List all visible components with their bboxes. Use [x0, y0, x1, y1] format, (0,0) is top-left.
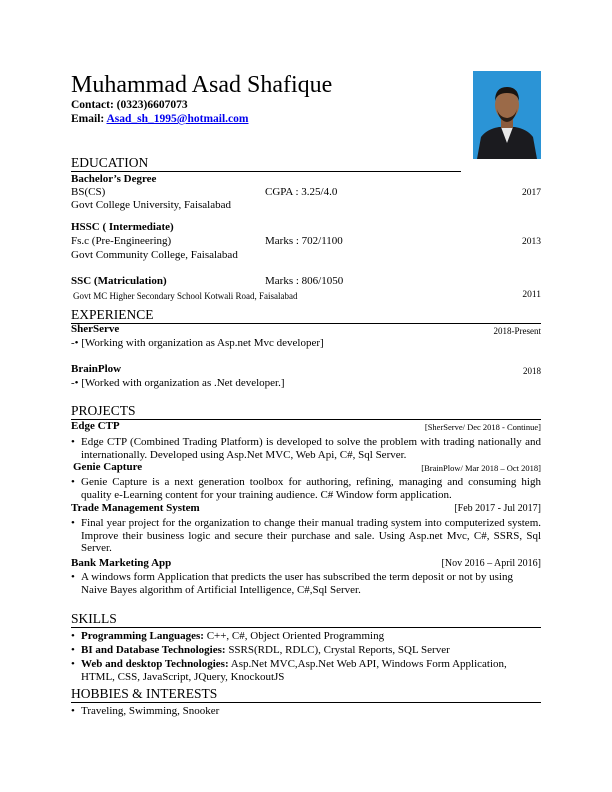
experience-date: 2018-Present [493, 326, 541, 336]
project-date: [BrainPlow/ Mar 2018 – Oct 2018] [421, 463, 541, 473]
skills-divider [71, 627, 541, 628]
bullet-icon: • [71, 644, 75, 656]
experience-date: 2018 [523, 366, 541, 376]
hssc-score: Marks : 702/1100 [265, 235, 343, 247]
project-desc: Genie Capture is a next generation toolbox for authoring, refining, managing and consuming high quality e-Learning content for your training audience. C# Window form application. [81, 476, 541, 501]
bachelor-score: CGPA : 3.25/4.0 [265, 186, 338, 198]
project-date: [Feb 2017 - Jul 2017] [454, 503, 541, 514]
project-desc: Edge CTP (Combined Trading Platform) is developed to solve the problem with trading nationally and internationally. Developed using Asp.Net MVC, Web Api, C#, Sql Server. [81, 436, 541, 461]
bachelor-year: 2017 [522, 188, 541, 198]
skill-label: BI and Database Technologies: [81, 644, 226, 656]
skills-heading: SKILLS [71, 611, 117, 626]
project-name: Bank Marketing App [71, 557, 172, 569]
project-desc-item [71, 517, 541, 556]
hobbies-heading: HOBBIES & INTERESTS [71, 686, 218, 701]
education-heading: EDUCATION [71, 155, 149, 170]
hssc-heading: HSSC ( Intermediate) [71, 221, 174, 233]
experience-item [71, 337, 324, 349]
hssc-year: 2013 [522, 237, 541, 247]
bachelor-program: BS(CS) [71, 186, 106, 198]
ssc-heading: SSC (Matriculation) [71, 275, 167, 287]
experience-divider [71, 323, 541, 324]
experience-company: SherServe [71, 323, 120, 335]
project-desc-item [71, 476, 541, 502]
bullet-icon: • [71, 571, 75, 583]
skill-value: SSRS(RDL, RDLC), Crystal Reports, SQL Server [225, 644, 450, 656]
ssc-score: Marks : 806/1050 [265, 275, 344, 287]
experience-heading: EXPERIENCE [71, 307, 154, 322]
bullet-icon: • [71, 476, 75, 488]
project-date: [Nov 2016 – April 2016] [441, 558, 541, 569]
hssc-institute: Govt Community College, Faisalabad [71, 249, 238, 261]
bullet-icon: • [71, 705, 75, 717]
skill-item [71, 644, 541, 657]
bullet-icon: • [71, 517, 75, 529]
project-name: Genie Capture [73, 461, 143, 473]
contact-phone: (0323)6607073 [116, 99, 188, 111]
projects-heading: PROJECTS [71, 403, 136, 418]
bullet-icon: -• [71, 337, 79, 349]
skill-item [71, 630, 541, 643]
contact-label: Contact: [71, 99, 114, 111]
bullet-icon: • [71, 436, 75, 448]
project-name: Trade Management System [71, 502, 200, 514]
email-line [71, 113, 248, 125]
ssc-year: 2011 [522, 290, 541, 300]
email-label: Email: [71, 113, 105, 125]
skill-label: Programming Languages: [81, 630, 204, 642]
ssc-institute: Govt MC Higher Secondary School Kotwali Road, Faisalabad [73, 291, 298, 301]
email-link[interactable]: Asad_sh_1995@hotmail.com [106, 113, 249, 125]
project-date: [SherServe/ Dec 2018 - Continue] [424, 422, 541, 432]
profile-photo [473, 71, 541, 159]
project-desc-item [71, 571, 541, 597]
bullet-icon: • [71, 658, 75, 670]
hobbies-divider [71, 702, 541, 703]
hobbies-text: Traveling, Swimming, Snooker [81, 705, 220, 717]
experience-company: BrainPlow [71, 363, 122, 375]
skill-label: Web and desktop Technologies: [81, 658, 229, 670]
project-name: Edge CTP [71, 420, 120, 432]
skill-value: C++, C#, Object Oriented Programming [203, 630, 385, 642]
bullet-icon: -• [71, 377, 79, 389]
education-divider [71, 171, 461, 172]
bachelor-heading: Bachelor’s Degree [71, 173, 157, 185]
hssc-program: Fs.c (Pre-Engineering) [71, 235, 172, 247]
skill-value: Asp.Net MVC,Asp.Net Web API, Windows Form Application, HTML, CSS, JavaScript, JQuery, KnockoutJS [81, 658, 507, 683]
candidate-name: Muhammad Asad Shafique [71, 72, 333, 98]
experience-item [71, 377, 285, 389]
project-desc: A windows form Application that predicts the user has subscribed the term deposit or not by using Naive Bayes algorithm of Artificial Intelligence, C#,Sql Server. [81, 571, 513, 596]
project-desc-item [71, 436, 541, 462]
experience-desc: [Working with organization as Asp.net Mvc developer] [81, 337, 324, 349]
experience-desc: [Worked with organization as .Net developer.] [81, 377, 285, 389]
projects-divider [71, 419, 541, 420]
skill-item [71, 658, 541, 684]
hobbies-item [71, 705, 541, 718]
bachelor-institute: Govt College University, Faisalabad [71, 199, 231, 211]
contact-line [71, 99, 188, 111]
project-desc: Final year project for the organization to change their manual trading system into computerized system. Improve their business logic and secure their purchase and sale. Using Asp.net Mvc, C#, SSRS, Sql Server. [81, 517, 541, 554]
bullet-icon: • [71, 630, 75, 642]
